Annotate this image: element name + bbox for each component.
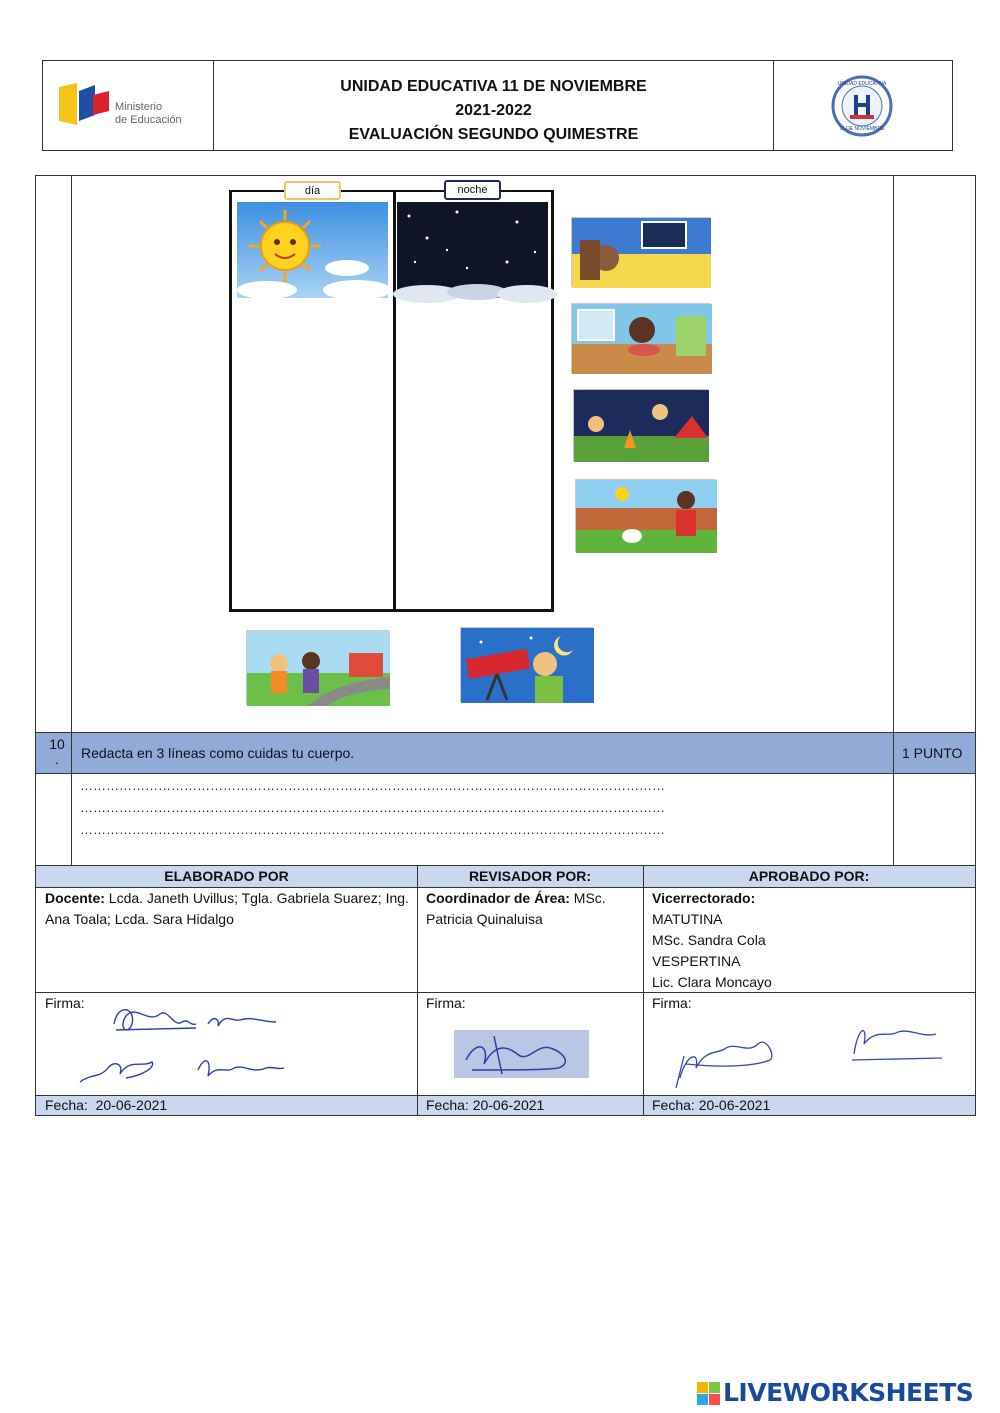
answer-area	[35, 773, 976, 865]
header-elaborado: ELABORADO POR	[164, 868, 289, 884]
aprobado-line-4: Lic. Clara Moncayo	[652, 974, 772, 990]
liveworksheets-text: LIVEWORKSHEETS	[723, 1378, 974, 1407]
question10-number-value: 10	[49, 736, 65, 752]
school-year: 2021-2022	[455, 102, 532, 119]
signature-docentes	[56, 994, 316, 1090]
signature-coordinador-box	[454, 1030, 589, 1078]
sig-row-line-1	[36, 992, 975, 993]
evaluation-title: EVALUACIÓN SEGUNDO QUIMESTRE	[348, 126, 639, 143]
card-sleeping[interactable]	[571, 217, 710, 287]
svg-text:11 DE NOVIEMBRE: 11 DE NOVIEMBRE	[839, 126, 885, 132]
signature-vicerrectorado	[666, 998, 956, 1094]
sig-divider-2	[643, 866, 644, 1115]
board-top-line	[229, 190, 554, 192]
night-header-image	[397, 202, 548, 298]
fecha-divider-2	[643, 1095, 644, 1115]
fecha-aprobado: Fecha: 20-06-2021	[652, 1097, 771, 1113]
card-breakfast[interactable]	[571, 303, 711, 373]
q10-div-right	[893, 733, 894, 773]
answer-line-2[interactable]: ………………………………………………………………………………………………………………………	[80, 800, 665, 815]
answer-div-right	[893, 773, 894, 865]
ministry-flag-icon	[57, 81, 111, 131]
question10-prompt: Redacta en 3 líneas como cuidas tu cuerpo.	[81, 745, 355, 761]
aprobado-names	[652, 888, 952, 993]
day-header-image	[237, 202, 388, 298]
header-seal-cell	[774, 61, 952, 150]
coordinador-label: Coordinador de Área:	[426, 890, 570, 906]
sig-divider-1	[417, 866, 418, 1115]
card-campfire[interactable]	[573, 389, 708, 461]
firma-label-2: Firma:	[426, 995, 466, 1011]
ministry-text-line2: de Educación	[115, 114, 182, 126]
liveworksheets-logo[interactable]	[697, 1377, 997, 1411]
card-school[interactable]	[246, 630, 389, 705]
vicerrectorado-label: Vicerrectorado:	[652, 890, 756, 906]
header-table	[42, 60, 953, 151]
docente-names: Lcda. Janeth Uvillus; Tgla. Gabriela Suarez; Ing. Ana Toala; Lcda. Sara Hidalgo	[45, 890, 409, 927]
question10-points: 1 PUNTO	[902, 745, 963, 761]
revisado-names	[426, 888, 636, 930]
label-day: día	[284, 181, 341, 200]
firma-label-1: Firma:	[45, 995, 85, 1011]
answer-line-1[interactable]: ………………………………………………………………………………………………………………………	[80, 778, 665, 793]
school-name: UNIDAD EDUCATIVA 11 DE NOVIEMBRE	[340, 78, 647, 95]
question10-number	[44, 735, 70, 765]
answer-line-3[interactable]: ………………………………………………………………………………………………………………………	[80, 822, 665, 837]
card-telescope[interactable]	[460, 627, 593, 702]
label-night: noche	[444, 180, 501, 200]
question10-row	[35, 732, 976, 774]
answer-div-left	[71, 773, 72, 865]
header-logo-cell	[43, 61, 214, 150]
aprobado-line-2: MSc. Sandra Cola	[652, 932, 766, 948]
card-playing-dog[interactable]	[575, 479, 716, 552]
sorting-divider	[393, 190, 396, 610]
school-seal-icon	[830, 75, 894, 137]
question10-number-suffix: .	[55, 751, 59, 767]
fecha-divider-1	[417, 1095, 418, 1115]
ministry-text	[115, 101, 182, 127]
fecha-revisado: Fecha: 20-06-2021	[426, 1097, 545, 1113]
elaborado-names	[45, 888, 411, 930]
svg-text:UNIDAD EDUCATIVA: UNIDAD EDUCATIVA	[837, 81, 887, 87]
docente-label: Docente:	[45, 890, 105, 906]
aprobado-line-3: VESPERTINA	[652, 953, 741, 969]
header-revisado: REVISADOR POR:	[468, 868, 592, 884]
header-aprobado: APROBADO POR:	[748, 868, 870, 884]
aprobado-line-1: MATUTINA	[652, 911, 723, 927]
fecha-elaborado: Fecha: 20-06-2021	[45, 1097, 168, 1113]
signature-table	[35, 865, 976, 1116]
liveworksheets-icon	[697, 1382, 721, 1406]
firma-label-3: Firma:	[652, 995, 692, 1011]
ministry-text-line1: Ministerio	[115, 101, 163, 113]
header-title-cell	[214, 61, 774, 150]
q10-div-left	[71, 733, 72, 773]
coordinador-name: MSc. Patricia Quinaluisa	[426, 890, 606, 927]
